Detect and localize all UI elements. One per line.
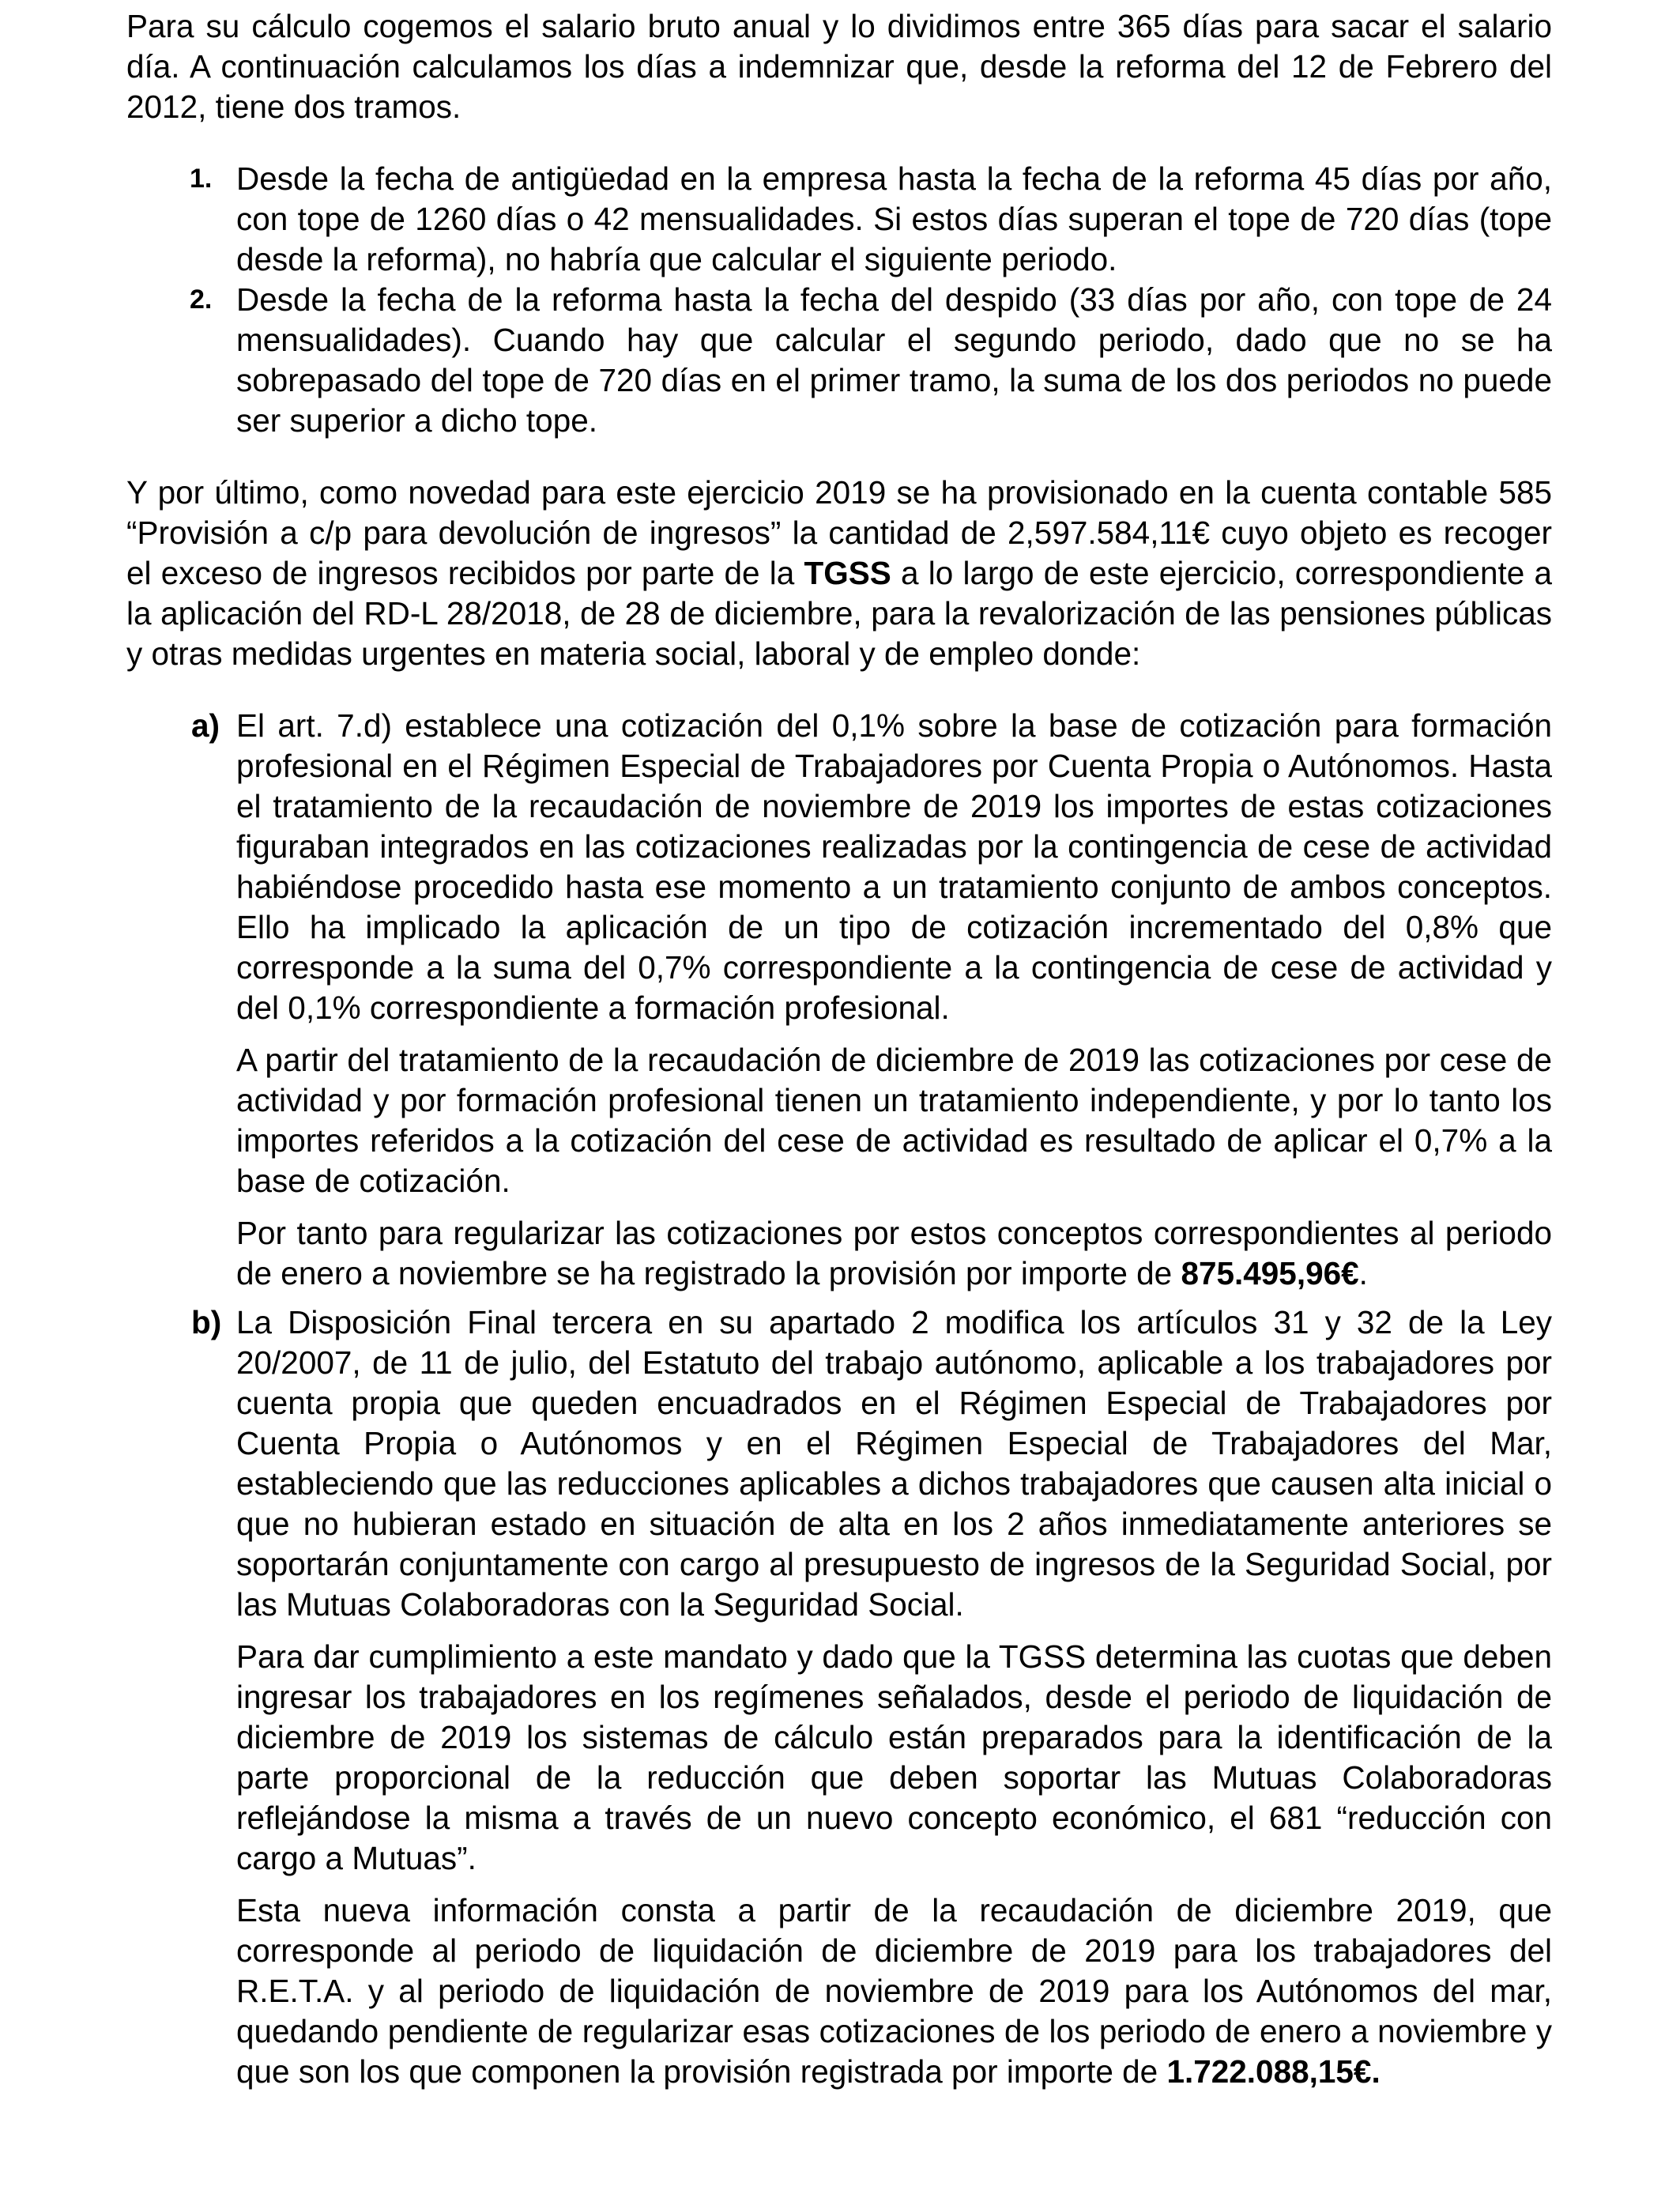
list-marker: a)	[191, 707, 220, 744]
document-page	[126, 6, 1552, 2092]
provision-text: Y por último, como novedad para este ejercicio 2019 se ha provisionado en la cuenta contable 585 “Provisión a c/p para devolución de ingresos” la cantidad de 2,597.584,11€ cuyo objeto es recoger el exceso de ingresos recibidos por parte de la	[126, 474, 1552, 591]
list-marker: 2.	[190, 285, 213, 315]
lettered-list	[126, 706, 1552, 2092]
numbered-list	[126, 159, 1552, 441]
item-b-paragraph-1: La Disposición Final tercera en su apartado 2 modifica los artículos 31 y 32 de la Ley 20/2007, de 11 de julio, del Estatuto del trabajo autónomo, aplicable a los trabajadores por cuenta propia que queden encuadrados en el Régimen Especial de Trabajadores por Cuenta Propia o Autónomos y en el Régimen Especial de Trabajadores del Mar, estableciendo que las reducciones aplicables a dichos trabajadores que causen alta inicial o que no hubieran estado en situación de alta en los 2 años inmediatamente anteriores se soportarán conjuntamente con cargo al presupuesto de ingresos de la Seguridad Social, por las Mutuas Colaboradoras con la Seguridad Social.	[236, 1304, 1552, 1623]
list-marker: b)	[191, 1304, 222, 1340]
list-item-text: Desde la fecha de antigüedad en la empresa hasta la fecha de la reforma 45 días por año, con tope de 1260 días o 42 mensualidades. Si estos días superan el tope de 720 días (tope desde la reforma), no habría que calcular el siguiente periodo.	[236, 160, 1552, 277]
item-a-p3-end: .	[1358, 1255, 1368, 1291]
provision-text-end: a lo largo de este ejercicio, correspondiente a la aplicación del RD-L 28/2018, de 28 de diciembre, para la revalorización de las pensiones públicas y otras medidas urgentes en materia social, laboral y de empleo donde:	[126, 555, 1552, 672]
list-item-b	[126, 1302, 1552, 2092]
amount-bold: 875.495,96€	[1181, 1255, 1359, 1291]
list-item-text: Desde la fecha de la reforma hasta la fecha del despido (33 días por año, con tope de 24 mensualidades). Cuando hay que calcular el segundo periodo, dado que no se ha sobrepasado del tope de 720 días en el primer tramo, la suma de los dos periodos no puede ser superior a dicho tope.	[236, 281, 1552, 439]
list-item-a	[126, 706, 1552, 1294]
list-item	[126, 280, 1552, 441]
list-marker: 1.	[190, 164, 213, 194]
item-b-paragraph-3	[236, 1891, 1552, 2092]
intro-paragraph: Para su cálculo cogemos el salario bruto anual y lo dividimos entre 365 días para sacar el salario día. A continuación calculamos los días a indemnizar que, desde la reforma del 12 de Febrero del 2012, tiene dos tramos.	[126, 8, 1552, 125]
item-a-paragraph-1: El art. 7.d) establece una cotización del 0,1% sobre la base de cotización para formación profesional en el Régimen Especial de Trabajadores por Cuenta Propia o Autónomos. Hasta el tratamiento de la recaudación de noviembre de 2019 los importes de estas cotizaciones figuraban integrados en las cotizaciones realizadas por la contingencia de cese de actividad habiéndose procedido hasta ese momento a un tratamiento conjunto de ambos conceptos. Ello ha implicado la aplicación de un tipo de cotización incrementado del 0,8% que corresponde a la suma del 0,7% correspondiente a la contingencia de cese de actividad y del 0,1% correspondiente a formación profesional.	[236, 707, 1552, 1026]
item-b-paragraph-2: Para dar cumplimiento a este mandato y dado que la TGSS determina las cuotas que deben ingresar los trabajadores en los regímenes señalados, desde el periodo de liquidación de diciembre de 2019 los sistemas de cálculo están preparados para la identificación de la parte proporcional de la reducción que deben soportar las Mutuas Colaboradoras reflejándose la misma a través de un nuevo concepto económico, el 681 “reducción con cargo a Mutuas”.	[236, 1638, 1552, 1876]
item-a-p3-text: Por tanto para regularizar las cotizaciones por estos conceptos correspondientes al periodo de enero a noviembre se ha registrado la provisión por importe de	[236, 1215, 1552, 1291]
amount-bold: 1.722.088,15€.	[1166, 2053, 1381, 2090]
item-a-paragraph-2: A partir del tratamiento de la recaudación de diciembre de 2019 las cotizaciones por cese de actividad y por formación profesional tienen un tratamiento independiente, y por lo tanto los importes referidos a la cotización del cese de actividad es resultado de aplicar el 0,7% a la base de cotización.	[236, 1042, 1552, 1199]
list-item	[126, 159, 1552, 280]
item-b-p3-text: Esta nueva información consta a partir de la recaudación de diciembre 2019, que corresponde al periodo de liquidación de diciembre de 2019 para los trabajadores del R.E.T.A. y al periodo de liquidación de noviembre de 2019 para los Autónomos del mar, quedando pendiente de regularizar esas cotizaciones de los periodo de enero a noviembre y que son los que componen la provisión registrada por importe de	[236, 1892, 1552, 2090]
tgss-bold: TGSS	[804, 555, 891, 591]
item-a-paragraph-3	[236, 1213, 1552, 1294]
provision-paragraph	[126, 473, 1552, 674]
